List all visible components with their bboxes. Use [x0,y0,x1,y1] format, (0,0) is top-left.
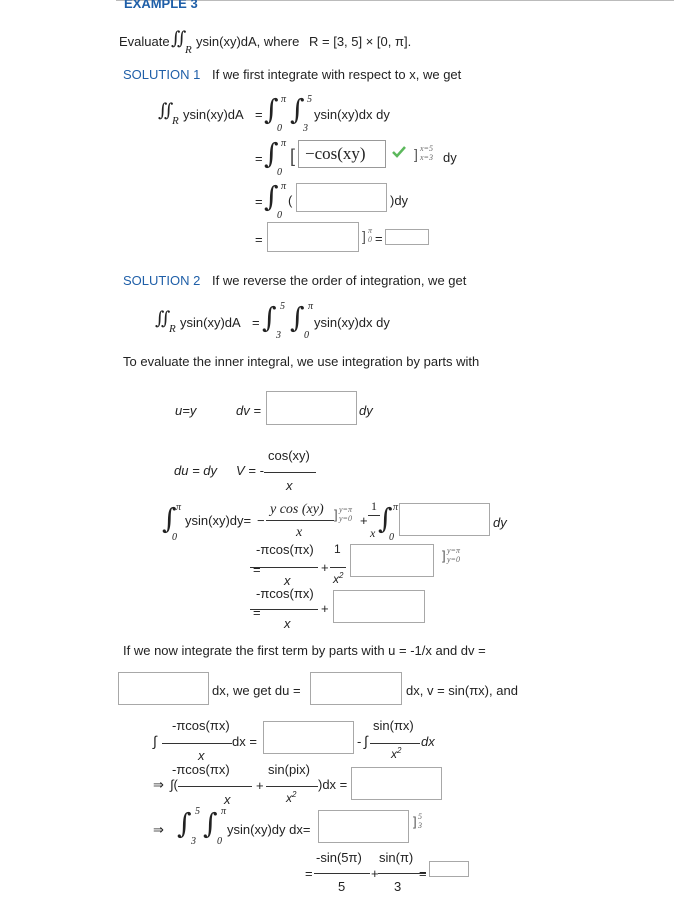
outer-lower-limit: 0 [277,123,282,134]
statement-integrand: ysin(xy)dA, where [196,34,300,49]
dy-label: dy [443,150,457,165]
eval-lower: x=3 [420,153,433,162]
answer-input-solution1-final[interactable] [385,229,429,245]
x-squared-denominator: $x^2$ [333,571,344,586]
integral-sign: ∫ [378,502,393,535]
answer-input-final-value[interactable] [429,861,469,877]
eval-lower: 3 [418,821,422,830]
close-bracket: ] [442,548,446,563]
close-bracket: ] [413,814,417,829]
x-denominator: x [370,526,376,540]
answer-input-du[interactable] [310,672,402,705]
last-denominator2: 3 [394,879,402,894]
equals-sign: = [305,866,313,881]
integral-sign: ∫ [162,502,177,535]
close-bracket: ] [362,228,366,244]
dx-we-get-label: dx, we get du = [212,683,301,698]
last-numerator2: sin(π) [379,850,414,865]
top-rule [116,0,674,1]
double-integral-sign: ∬ [155,308,171,329]
open-paren: ( [288,193,293,208]
equals-sign: = [255,232,263,247]
integral-sign-small: ∫ [153,733,157,749]
v-numerator: cos(xy) [268,448,310,463]
dy-label: dy [493,515,507,530]
double-integral-sign: ∬ [158,100,174,121]
equals-sign: = [252,315,260,330]
plus-sign: + [360,513,368,528]
integral-sign-small: ∫ [364,733,368,749]
answer-input-final-antiderivative[interactable] [318,810,409,843]
example-title: EXAMPLE 3 [124,0,198,11]
integral-sign: ∫ [203,807,218,840]
answer-input-integrated[interactable] [351,767,442,800]
integral-open-paren: ∫( [170,777,178,792]
dx-v-label: dx, v = sin(πx), and [406,683,518,698]
fraction-bar [266,520,334,521]
answer-input-parts-line2[interactable] [350,544,434,577]
integral-sign: ∫ [264,137,279,170]
fraction-bar [178,786,252,787]
evaluate-label: Evaluate [119,34,170,49]
x-squared-denominator: $x^2$ [286,790,297,805]
answer-input-inner-antiderivative[interactable] [298,140,386,168]
inner-upper-limit: π [221,806,227,817]
equals-sign: = [375,231,383,246]
fraction-bar [264,472,316,473]
final-integrand: ysin(xy)dy dx= [227,822,311,837]
solution2-label: SOLUTION 2 [123,273,201,288]
s-sin-numerator: sin(πx) [373,718,414,733]
parts-intro: To evaluate the inner integral, we use integration by parts with [123,354,480,369]
solution2-rhs: ysin(xy)dx dy [314,315,390,330]
fraction-bar [162,743,232,744]
eval-upper: x=5 [420,144,433,153]
solution2-lhs: ysin(xy)dA [180,315,241,330]
eval-upper: 5 [418,812,422,821]
equals-sign: = [255,194,263,209]
solution1-rhs: ysin(xy)dx dy [314,107,390,122]
eval-lower: y=0 [339,514,352,523]
dx-eq-label: dx = [232,734,257,749]
du-definition: du = dy [174,463,218,478]
eval-lower: y=0 [447,555,460,564]
integral-sign: ∫ [177,807,192,840]
eval-upper: π [368,226,373,235]
upper-limit: π [176,502,182,513]
parts-frac1-numerator: y cos (xy) [270,502,324,517]
parts-integral-lhs: ysin(xy)dy= [185,513,252,528]
outer-upper-limit: 5 [280,301,285,312]
outer-lower-limit: 3 [191,836,196,847]
v-denominator: x [286,478,293,493]
integral-sign: ∫ [264,93,279,126]
close-dx-eq: )dx = [318,777,348,792]
last-numerator1: -sin(5π) [316,850,362,865]
line3-denominator: x [284,616,291,631]
one-numerator: 1 [371,499,377,513]
region-subscript: R [169,323,176,335]
double-integral-sign: ∬ [171,28,187,49]
integral-sign: ∫ [264,180,279,213]
line2-denominator: x [284,573,291,588]
x-base: x [333,572,339,586]
close-bracket: ] [334,507,338,522]
minus-label: - [357,734,362,749]
x-squared-denominator: $x^2$ [391,746,402,761]
s-line2-numerator1: -πcos(πx) [172,762,230,777]
x-base: x [391,747,397,761]
s-line2-denominator1: x [224,792,231,807]
outer-upper-limit: π [281,138,287,149]
s-line1-denominator: x [198,748,205,763]
fraction-bar [250,567,318,568]
one-numerator: 1 [334,542,341,556]
outer-upper-limit: π [281,181,287,192]
entered-answer: −cos(xy) [305,144,366,163]
parts-frac1-denominator: x [296,525,303,540]
integral-sign: ∫ [290,301,305,334]
region-subscript: R [172,115,179,127]
close-bracket: ] [414,146,418,162]
answer-input-evaluated[interactable] [296,183,387,212]
s-line1-numerator: -πcos(πx) [172,718,230,733]
inner-lower-limit: 3 [303,123,308,134]
answer-input-uv-term[interactable] [263,721,354,754]
integral-sign: ∫ [262,301,277,334]
answer-input-parts-integrand[interactable] [399,503,490,536]
region-definition: R = [3, 5] × [0, π]. [309,34,412,49]
solution2-text: If we reverse the order of integration, we get [212,273,467,288]
last-denominator1: 5 [338,879,346,894]
outer-lower-limit: 0 [277,210,282,221]
fraction-bar [370,743,420,744]
plus-sign: + [256,778,264,793]
line2-numerator: -πcos(πx) [256,542,314,557]
correct-check-icon [392,145,406,159]
equals-sign: = [253,605,261,620]
second-parts-text: If we now integrate the first term by parts with u = -1/x and dv = [123,643,486,658]
outer-lower-limit: 3 [276,330,281,341]
integral-sign: ∫ [290,93,305,126]
plus-sign: + [321,560,329,575]
region-subscript: R [185,44,192,56]
inner-lower-limit: 0 [217,836,222,847]
dx-label: dx [421,734,435,749]
solution1-label: SOLUTION 1 [123,67,201,82]
solution1-lhs: ysin(xy)dA [183,107,244,122]
equals-sign: = [419,866,427,881]
dy-label: dy [359,403,373,418]
upper-limit: π [393,502,399,513]
outer-upper-limit: π [281,94,287,105]
lower-limit: 0 [172,532,177,543]
close-paren-dy: )dy [390,193,409,208]
dv-label: dv = [236,403,261,418]
outer-upper-limit: 5 [195,806,200,817]
fraction-bar [330,567,346,568]
v-label: V = - [236,463,264,478]
x-base: x [286,791,292,805]
outer-lower-limit: 0 [277,167,282,178]
s-line2-numerator2: sin(pix) [268,762,310,777]
implies-arrow: ⇒ [153,822,164,837]
equals-sign: = [255,151,263,166]
eval-lower: 0 [368,235,372,244]
eval-upper: y=π [447,546,460,555]
inner-lower-limit: 0 [304,330,309,341]
lower-limit: 0 [389,532,394,543]
inner-upper-limit: π [308,301,314,312]
equals-sign: = [255,107,263,122]
eval-upper: y=π [339,505,352,514]
answer-input-parts-line3[interactable] [333,590,425,623]
implies-arrow: ⇒ [153,777,164,792]
answer-input-dv2[interactable] [118,672,209,705]
open-bracket: [ [290,146,296,166]
fraction-bar [266,786,318,787]
solution1-text: If we first integrate with respect to x, we get [212,67,462,82]
plus-sign: + [321,601,329,616]
fraction-bar [314,873,370,874]
fraction-bar [250,609,318,610]
u-definition: u=y [175,403,197,418]
answer-input-dv[interactable] [266,391,357,425]
answer-input-antiderivative-y[interactable] [267,222,359,252]
inner-upper-limit: 5 [307,94,312,105]
line3-numerator: -πcos(πx) [256,586,314,601]
minus-sign: − [257,513,265,528]
equals-sign: = [253,562,261,577]
plus-sign: + [371,866,379,881]
